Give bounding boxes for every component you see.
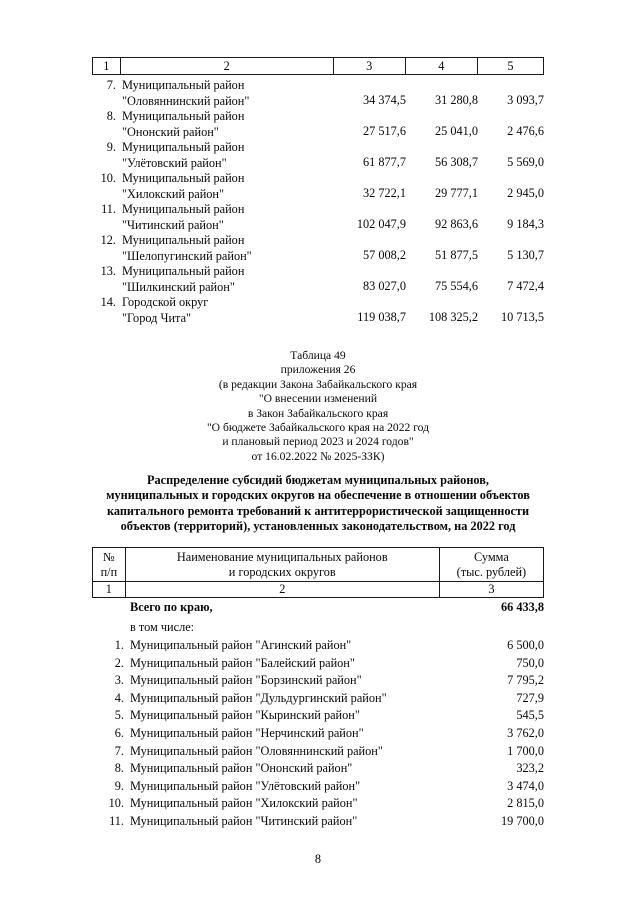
row-name-line1: Муниципальный район xyxy=(122,202,245,216)
row-value-col4: 92 863,6 xyxy=(434,217,478,231)
row-name xyxy=(122,78,334,109)
row-name-line1: Муниципальный район xyxy=(122,140,245,154)
item-value: 545,5 xyxy=(516,708,544,723)
row-name xyxy=(122,171,334,202)
header-cell-name xyxy=(125,548,439,582)
item-value: 6 500,0 xyxy=(507,638,544,652)
bottom-col-number-2: 2 xyxy=(125,582,439,598)
item-value: 750,0 xyxy=(516,655,544,670)
list-item xyxy=(92,761,552,779)
row-name-line2: "Оловяннинский район" xyxy=(122,93,250,108)
row-number: 11. xyxy=(101,202,116,216)
subnote-row xyxy=(92,620,552,638)
row-number: 10. xyxy=(100,171,116,185)
list-item xyxy=(92,744,552,762)
row-value-col5: 10 713,5 xyxy=(500,310,544,324)
row-value-col4: 29 777,1 xyxy=(434,186,478,200)
table-column-number-row xyxy=(93,582,544,598)
table-row xyxy=(92,295,544,326)
top-col-number-3: 3 xyxy=(333,58,405,75)
row-name-line2: "Шелопугинский район" xyxy=(122,248,252,263)
total-label: Всего по краю, xyxy=(130,600,213,614)
row-name xyxy=(122,140,334,171)
row-value-col5: 2 476,6 xyxy=(507,124,544,138)
list-item xyxy=(92,673,552,691)
header-sum-line1: Сумма xyxy=(473,549,509,564)
top-col-number-5: 5 xyxy=(477,58,543,75)
item-number: 2. xyxy=(114,655,124,670)
item-label: Муниципальный район "Улётовский район" xyxy=(130,778,361,793)
item-value: 3 474,0 xyxy=(507,778,544,793)
row-value-col4: 25 041,0 xyxy=(434,124,478,138)
row-value-col5: 9 184,3 xyxy=(507,217,544,231)
caption-line-4: "О внесении изменений xyxy=(258,392,378,406)
item-label: Муниципальный район "Читинский район" xyxy=(130,813,358,828)
row-value-col4: 31 280,8 xyxy=(434,93,478,107)
row-value-col4: 75 554,6 xyxy=(434,279,478,293)
row-number: 13. xyxy=(100,264,116,278)
title-line-3: капитального ремонта требований к антитеррористической защищенности xyxy=(106,503,530,518)
bottom-col-number-1: 1 xyxy=(93,582,126,598)
item-value: 323,2 xyxy=(516,761,544,776)
list-item xyxy=(92,814,552,832)
item-value: 19 700,0 xyxy=(500,813,544,828)
table-caption-block xyxy=(0,349,636,464)
title-line-1: Распределение субсидий бюджетам муниципальных районов, xyxy=(147,473,489,487)
row-number: 14. xyxy=(100,295,116,309)
item-label: Муниципальный район "Балейский район" xyxy=(130,655,355,670)
caption-line-8: от 16.02.2022 № 2025-ЗЗК) xyxy=(251,449,385,463)
top-col-number-1: 1 xyxy=(93,58,121,75)
row-name-line2: "Ононский район" xyxy=(122,124,219,139)
row-value-col5: 5 569,0 xyxy=(507,155,544,169)
row-value-col3: 102 047,9 xyxy=(356,217,406,231)
item-value: 1 700,0 xyxy=(507,743,544,758)
row-name-line2: "Шилкинский район" xyxy=(122,279,235,294)
page-title xyxy=(68,473,568,535)
caption-line-7: и плановый период 2023 и 2024 годов" xyxy=(222,435,414,449)
row-number: 7. xyxy=(106,78,116,92)
row-value-col4: 51 877,5 xyxy=(434,248,478,262)
row-name-line1: Муниципальный район xyxy=(122,264,245,278)
item-label: Муниципальный район "Дульдургинский район" xyxy=(130,690,387,705)
row-name-line1: Городской округ xyxy=(122,295,209,309)
row-name-line1: Муниципальный район xyxy=(122,78,245,92)
list-item xyxy=(92,779,552,797)
list-item xyxy=(92,708,552,726)
subnote-label: в том числе: xyxy=(130,620,195,634)
caption-line-2: приложения 26 xyxy=(280,363,356,377)
row-value-col3: 32 722,1 xyxy=(362,186,406,200)
item-number: 7. xyxy=(114,743,124,758)
list-item xyxy=(92,796,552,814)
list-item xyxy=(92,691,552,709)
header-name-line2: и городских округов xyxy=(228,564,336,579)
top-table-body xyxy=(92,78,544,326)
page-number: 8 xyxy=(314,852,322,866)
row-name xyxy=(122,109,334,140)
caption-line-3: (в редакции Закона Забайкальского края xyxy=(218,377,418,391)
item-label: Муниципальный район "Хилокский район" xyxy=(130,796,358,811)
item-value: 2 815,0 xyxy=(507,796,544,811)
item-value: 7 795,2 xyxy=(507,673,544,688)
row-number: 12. xyxy=(100,233,116,247)
header-sum-line2: (тыс. рублей) xyxy=(456,564,527,579)
row-name-line1: Муниципальный район xyxy=(122,171,245,185)
item-number: 1. xyxy=(114,638,124,652)
item-number: 6. xyxy=(114,725,124,740)
item-label: Муниципальный район "Нерчинский район" xyxy=(130,725,364,740)
table-row xyxy=(92,140,544,171)
item-number: 3. xyxy=(114,673,124,688)
top-table-column-header xyxy=(92,57,544,75)
total-row xyxy=(92,600,552,620)
row-value-col3: 57 008,2 xyxy=(362,248,406,262)
row-value-col5: 5 130,7 xyxy=(507,248,544,262)
table-header-row xyxy=(93,548,544,582)
row-value-col4: 108 325,2 xyxy=(428,310,478,324)
caption-line-5: в Закон Забайкальского края xyxy=(247,406,389,420)
item-number: 9. xyxy=(114,778,124,793)
row-name xyxy=(122,295,334,326)
row-value-col3: 83 027,0 xyxy=(362,279,406,293)
top-col-number-2: 2 xyxy=(120,58,333,75)
item-number: 8. xyxy=(114,761,124,776)
row-number: 8. xyxy=(106,109,116,123)
row-value-col3: 119 038,7 xyxy=(357,310,406,324)
item-number: 10. xyxy=(108,796,124,811)
header-cell-sum xyxy=(439,548,543,582)
item-value: 3 762,0 xyxy=(507,725,544,740)
bottom-col-number-3: 3 xyxy=(439,582,543,598)
header-number-line1: № xyxy=(103,549,115,564)
title-line-4: объектов (территорий), установленных законодательством, на 2022 год xyxy=(120,519,516,534)
table-row xyxy=(92,202,544,233)
row-name-line1: Муниципальный район xyxy=(122,109,245,123)
row-number: 9. xyxy=(106,140,116,154)
row-value-col3: 61 877,7 xyxy=(362,155,406,169)
top-col-number-4: 4 xyxy=(405,58,477,75)
row-name xyxy=(122,202,334,233)
item-number: 4. xyxy=(114,690,124,705)
list-item xyxy=(92,638,552,656)
row-value-col5: 7 472,4 xyxy=(507,279,544,293)
row-value-col5: 2 945,0 xyxy=(507,186,544,200)
item-number: 11. xyxy=(109,813,124,828)
table-row xyxy=(93,58,544,75)
row-name xyxy=(122,233,334,264)
caption-line-1: Таблица 49 xyxy=(290,349,346,362)
header-number-line2: п/п xyxy=(100,564,118,579)
item-label: Муниципальный район "Агинский район" xyxy=(130,638,352,652)
title-line-2: муниципальных и городских округов на обеспечение в отношении объектов xyxy=(106,488,530,503)
item-label: Муниципальный район "Кыринский район" xyxy=(130,708,360,723)
item-label: Муниципальный район "Борзинский район" xyxy=(130,673,362,688)
bottom-table-body xyxy=(92,600,552,832)
item-number: 5. xyxy=(114,708,124,723)
row-name-line2: "Город Чита" xyxy=(122,310,192,325)
item-value: 727,9 xyxy=(516,690,544,705)
header-cell-number xyxy=(93,548,126,582)
row-name-line2: "Улётовский район" xyxy=(122,155,227,170)
caption-line-6: "О бюджете Забайкальского края на 2022 год xyxy=(206,421,430,435)
row-value-col4: 56 308,7 xyxy=(434,155,478,169)
item-label: Муниципальный район "Оловяннинский район" xyxy=(130,743,383,758)
header-name-line1: Наименование муниципальных районов xyxy=(176,549,388,564)
row-value-col3: 27 517,6 xyxy=(362,124,406,138)
bottom-table-header xyxy=(92,547,544,598)
row-value-col5: 3 093,7 xyxy=(507,93,544,107)
table-row xyxy=(92,233,544,264)
total-value: 66 433,8 xyxy=(500,600,544,614)
row-name xyxy=(122,264,334,295)
table-row xyxy=(92,171,544,202)
list-item xyxy=(92,656,552,674)
row-name-line2: "Хилокский район" xyxy=(122,186,225,201)
row-name-line2: "Читинский район" xyxy=(122,217,224,232)
row-value-col3: 34 374,5 xyxy=(362,93,406,107)
table-row xyxy=(92,78,544,109)
table-row xyxy=(92,264,544,295)
item-label: Муниципальный район "Ононский район" xyxy=(130,761,353,776)
table-row xyxy=(92,109,544,140)
list-item xyxy=(92,726,552,744)
row-name-line1: Муниципальный район xyxy=(122,233,245,247)
